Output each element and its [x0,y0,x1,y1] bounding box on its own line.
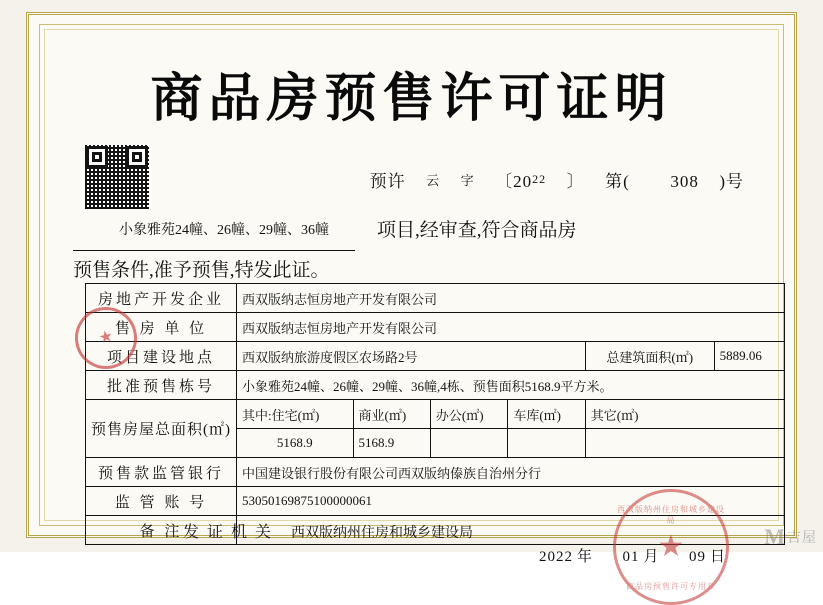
issue-year: 2022 [538,549,573,565]
issuer-name: 西双版纳州住房和城乡建设局 [291,526,474,541]
col-header-garage: 车库(㎡) [508,400,585,429]
permit-no-close: )号 [719,172,744,191]
row-label-location: 项目建设地点 [86,342,237,371]
row-value-seller: 西双版纳志恒房地产开发有限公司 [237,313,785,342]
permit-no-label: 第( [605,172,630,191]
row-value-developer: 西双版纳志恒房地产开发有限公司 [237,284,785,313]
row-value-account: 53050169875100000061 [237,487,785,516]
seal-star-icon: ★ [97,327,115,348]
permit-prefix: 预许 [369,172,406,191]
permit-region: 云 [426,173,441,188]
row-value-bank: 中国建设银行股份有限公司西双版纳傣族自治州分行 [237,458,785,487]
statement-tail: 项目,经审查,符合商品房 [377,220,577,241]
seal-bottom-text: 商品房预售许可专用章 [626,582,716,591]
seal-star-icon: ★ [657,530,685,563]
table-row [86,458,785,487]
watermark-logo-icon: M [764,524,783,549]
issuer-line [183,519,473,542]
seal-top-text: 西双版纳州住房和城乡建设局 [617,505,725,525]
row-label-total-area: 总建筑面积(㎡) [585,342,714,371]
issue-day: 09 [688,549,706,565]
watermark [764,524,817,550]
certificate-content [73,41,762,591]
statement-line2: 预售条件,准予预售,特发此证。 [73,260,330,281]
row-value-location: 西双版纳旅游度假区农场路2号 [237,342,586,371]
qr-code-icon [85,145,149,209]
presale-garage-value [585,429,784,458]
presale-office-value [508,429,585,458]
row-value-approved-buildings: 小象雅苑24幢、26幢、29幢、36幢,4栋、预售面积5168.9平方米。 [237,371,785,400]
col-header-commercial: 商业(㎡) [353,400,430,429]
table-row [86,284,785,313]
row-label-seller: 售 房 单 位 [86,313,237,342]
permit-year-suffix: 22 [532,172,547,186]
watermark-text: 吉屋 [787,531,817,546]
issue-year-unit: 年 [576,549,593,565]
issue-month-unit: 月 [643,549,660,565]
permit-number: 308 [670,172,699,191]
table-row [86,400,785,429]
border-frame-outer [26,12,797,591]
permit-bracket-close: 〕 [566,172,585,191]
issue-month: 01 [622,549,640,565]
col-header-other: 其它(㎡) [585,400,784,429]
statement-paragraph [73,213,748,289]
row-label-account: 监 管 账 号 [86,487,237,516]
col-header-office: 办公(㎡) [430,400,507,429]
table-row [86,371,785,400]
presale-total-value: 5168.9 [237,429,354,458]
table-row [86,487,785,516]
table-row [86,342,785,371]
issue-date [535,545,726,566]
permit-bracket-open: 〔20 [495,172,533,191]
page-title: 商品房预售许可证明 [150,68,673,129]
presale-commercial-value [430,429,507,458]
presale-residential-value: 5168.9 [353,429,430,458]
issue-day-unit: 日 [709,549,726,565]
permit-char: 字 [460,173,475,188]
table-row [86,313,785,342]
row-label-presale-total-area: 预售房屋总面积(㎡) [86,400,237,458]
row-label-bank: 预售款监管银行 [86,458,237,487]
project-name: 小象雅苑24幢、26幢、29幢、36幢 [73,213,355,251]
row-label-remark: 备 注 [86,516,237,545]
row-label-approved-buildings: 批准预售栋号 [86,371,237,400]
issuer-label: 发 证 机 关 [183,524,274,541]
row-label-developer: 房地产开发企业 [86,284,237,313]
col-header-residential: 其中:住宅(㎡) [237,400,354,429]
row-value-total-area: 5889.06 [714,342,784,371]
certificate-table [85,283,785,545]
permit-number-line [370,167,744,192]
